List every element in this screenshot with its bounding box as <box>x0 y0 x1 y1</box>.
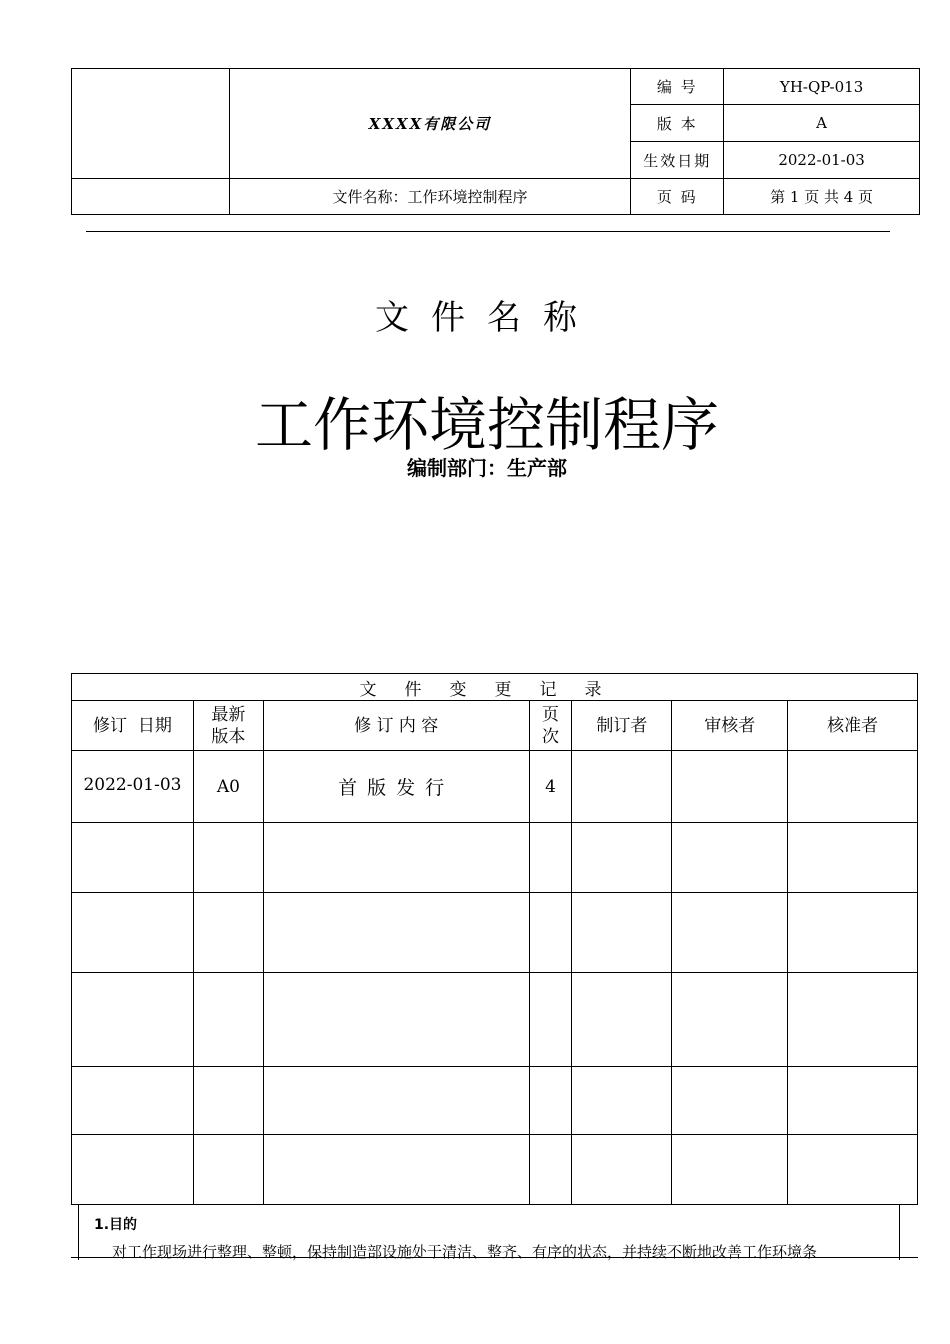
row-version <box>193 973 263 1067</box>
empty-cell <box>72 179 230 215</box>
file-name: 文件名称：工作环境控制程序 <box>229 179 631 215</box>
row-version <box>193 1135 263 1205</box>
effective-date-label: 生效日期 <box>631 142 724 179</box>
page-value: 第 1 页 共 4 页 <box>724 179 920 215</box>
row-approver <box>788 1135 918 1205</box>
col-latest-version: 最新 版本 <box>193 701 263 751</box>
row-approver <box>788 973 918 1067</box>
document-header-table <box>71 68 920 215</box>
table-row <box>72 893 918 973</box>
department-line: 编制部门：生产部 <box>407 456 567 480</box>
change-record-title: 文件变更记录 <box>72 674 918 701</box>
row-date <box>72 973 194 1067</box>
row-approver <box>788 751 918 823</box>
page-label: 页 码 <box>631 179 724 215</box>
row-approver <box>788 823 918 893</box>
row-date <box>72 1135 194 1205</box>
row-date <box>72 1067 194 1135</box>
row-content <box>263 973 529 1067</box>
row-content <box>263 893 529 973</box>
row-author <box>572 973 672 1067</box>
row-reviewer <box>672 1135 788 1205</box>
row-version <box>193 1067 263 1135</box>
row-date <box>72 823 194 893</box>
row-version <box>193 893 263 973</box>
bottom-divider <box>71 1257 918 1258</box>
table-row <box>72 973 918 1067</box>
doc-number-label: 编 号 <box>631 69 724 105</box>
row-reviewer <box>672 973 788 1067</box>
row-approver <box>788 1067 918 1135</box>
row-pages <box>529 973 572 1067</box>
col-pages: 页 次 <box>529 701 572 751</box>
row-content <box>263 823 529 893</box>
row-version: A0 <box>193 751 263 823</box>
version-value: A <box>724 105 920 142</box>
row-reviewer <box>672 823 788 893</box>
row-author <box>572 751 672 823</box>
col-author: 制订者 <box>572 701 672 751</box>
row-date <box>72 893 194 973</box>
row-author <box>572 1135 672 1205</box>
company-name: XXXX有限公司 <box>229 69 631 179</box>
section-text: 对工作现场进行整理、整顿，保持制造部设施处于清洁、整齐、有序的状态，并持续不断地改善工作环境条 <box>112 1243 818 1261</box>
row-reviewer <box>672 1067 788 1135</box>
row-reviewer <box>672 893 788 973</box>
row-content: 首版发行 <box>263 751 529 823</box>
header-divider <box>86 231 890 232</box>
cover-title: 工作环境控制程序 <box>254 391 719 459</box>
effective-date-value: 2022-01-03 <box>724 142 920 179</box>
logo-cell <box>72 69 230 179</box>
version-label: 版 本 <box>631 105 724 142</box>
doc-number-value: YH-QP-013 <box>724 69 920 105</box>
col-revision-content: 修 订 内 容 <box>263 701 529 751</box>
row-author <box>572 893 672 973</box>
row-pages: 4 <box>529 751 572 823</box>
row-approver <box>788 893 918 973</box>
row-pages <box>529 1067 572 1135</box>
row-date: 2022-01-03 <box>72 751 194 823</box>
table-row <box>72 1067 918 1135</box>
table-row <box>72 823 918 893</box>
row-author <box>572 823 672 893</box>
col-reviewer: 审核者 <box>672 701 788 751</box>
row-pages <box>529 893 572 973</box>
row-content <box>263 1135 529 1205</box>
row-version <box>193 823 263 893</box>
cover-label: 文件名称 <box>375 298 599 338</box>
col-approver: 核准者 <box>788 701 918 751</box>
change-record-table <box>71 673 918 1205</box>
table-row <box>72 1135 918 1205</box>
row-content <box>263 1067 529 1135</box>
row-pages <box>529 1135 572 1205</box>
col-revision-date: 修订 日期 <box>72 701 194 751</box>
row-author <box>572 1067 672 1135</box>
row-reviewer <box>672 751 788 823</box>
row-pages <box>529 823 572 893</box>
table-row <box>72 751 918 823</box>
section-heading: 1.目的 <box>94 1217 138 1233</box>
